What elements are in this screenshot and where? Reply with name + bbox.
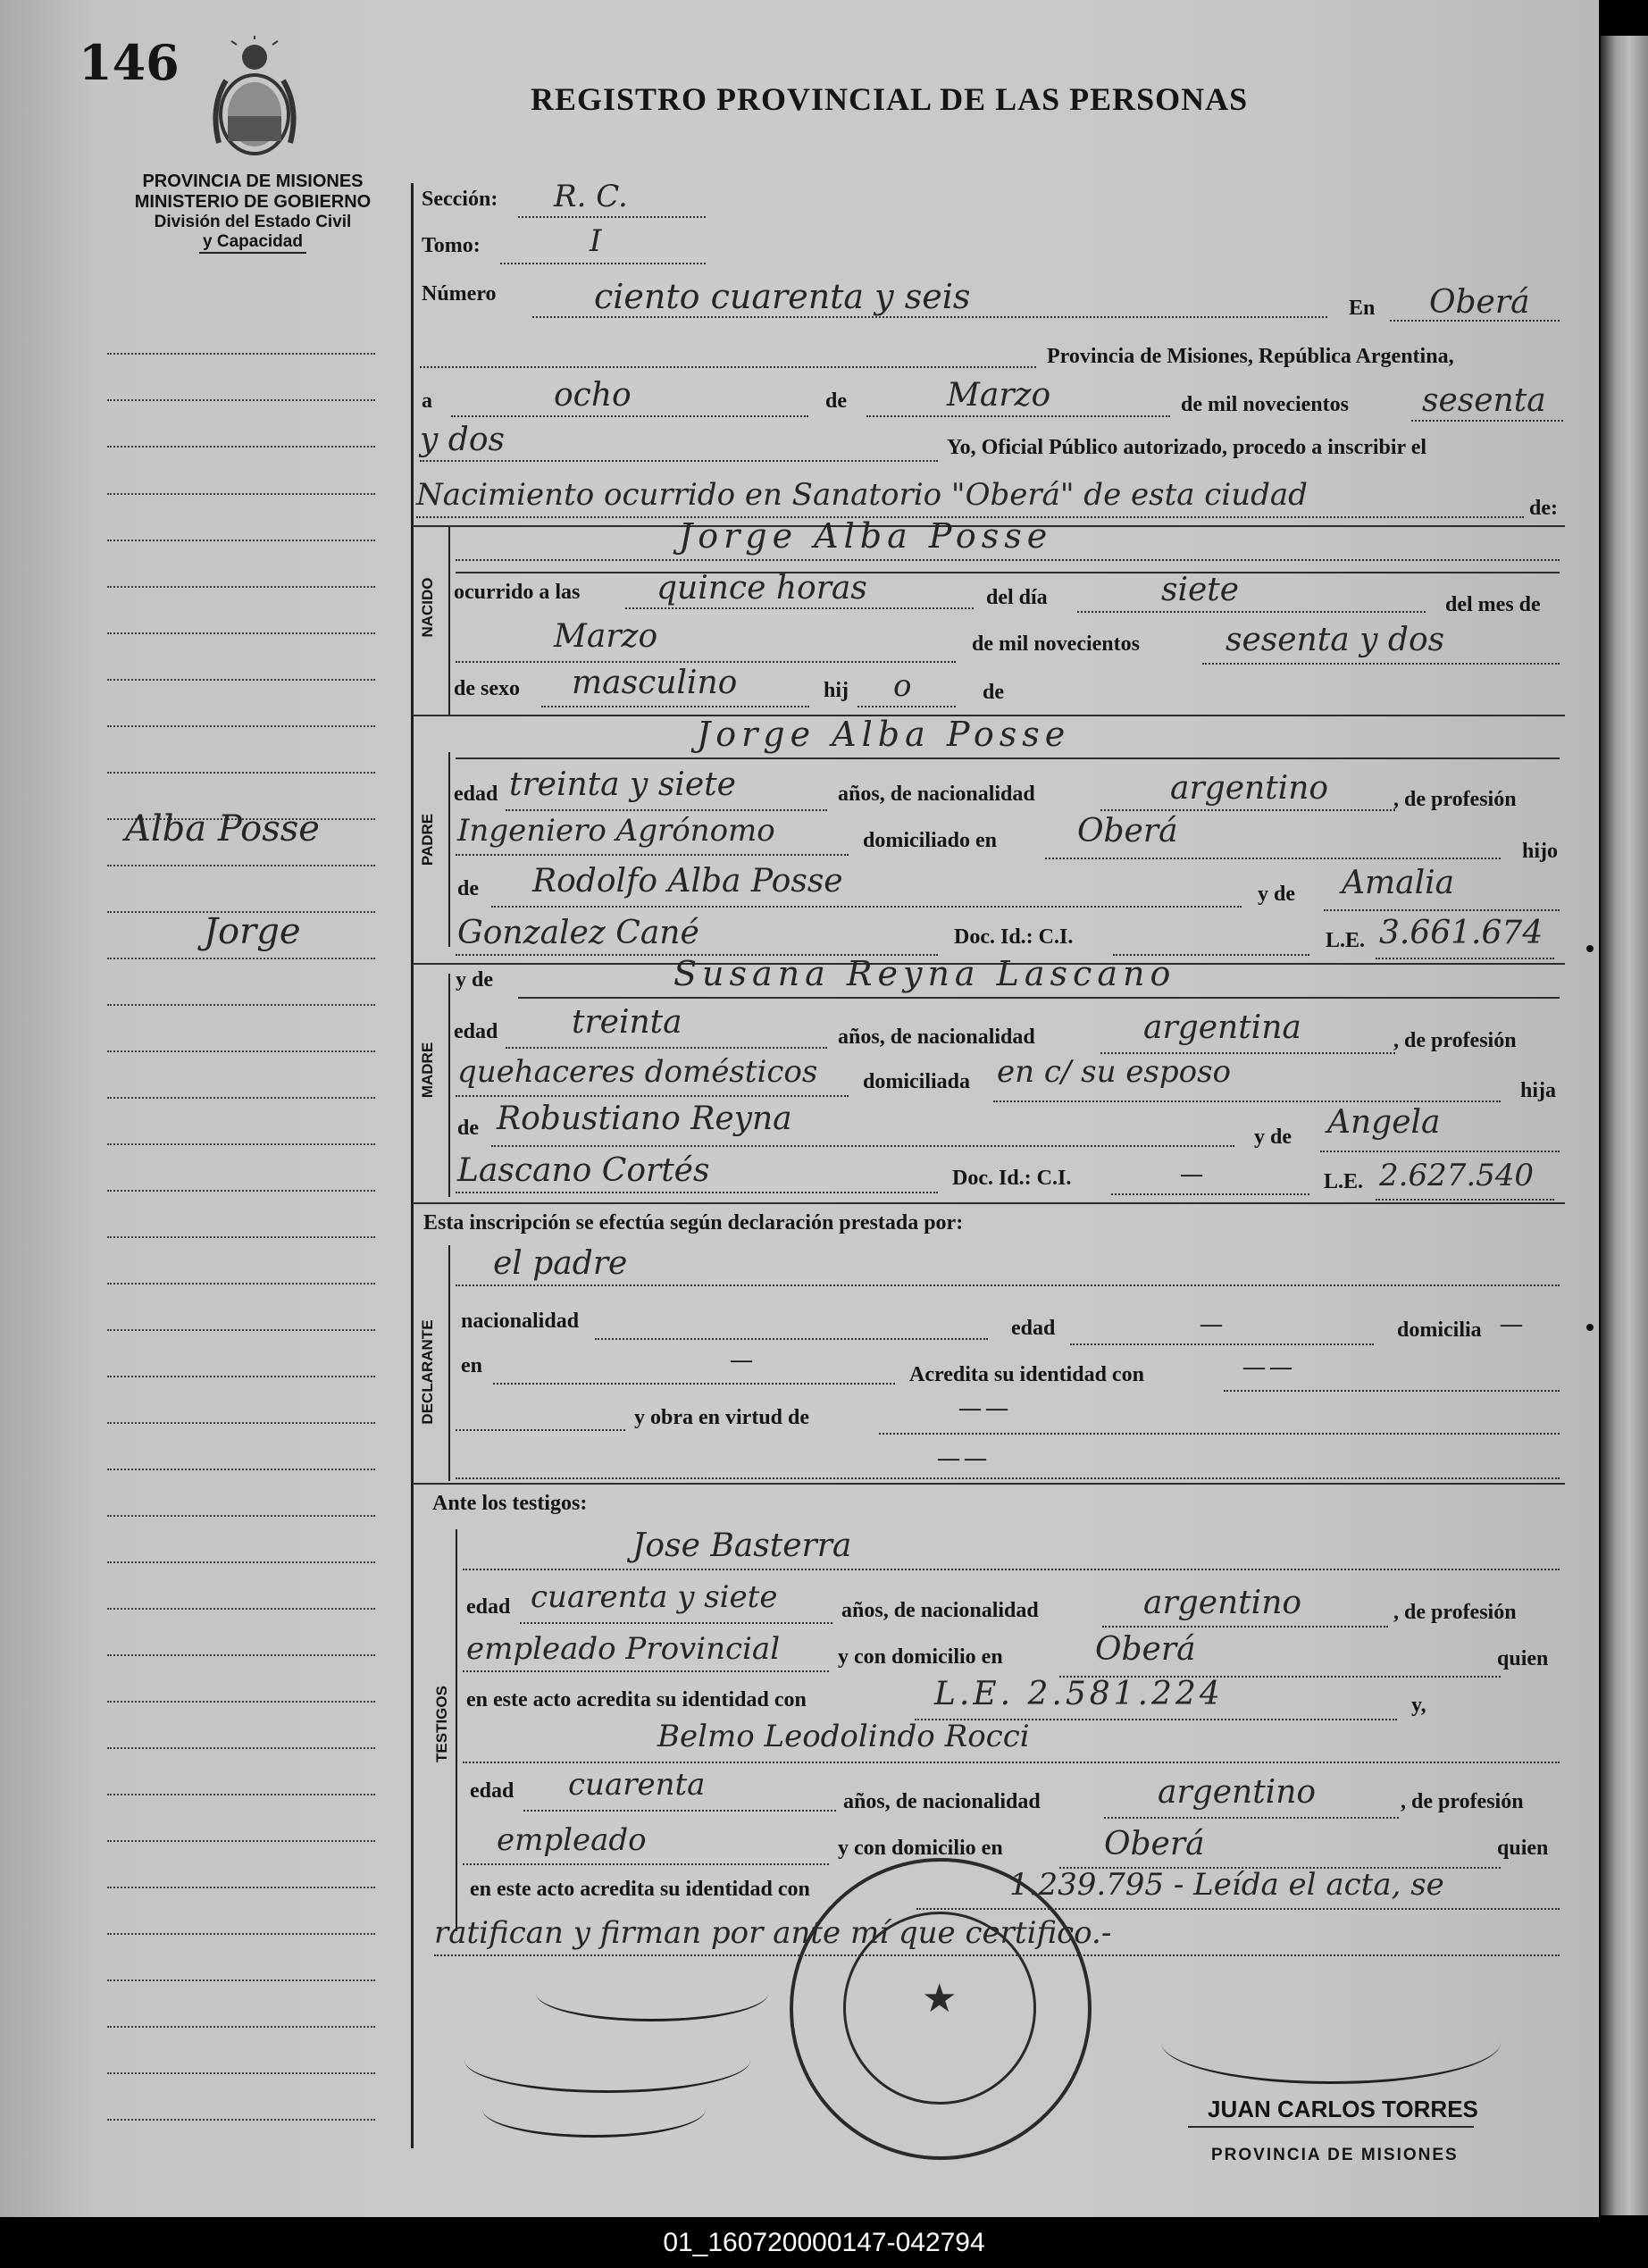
testigo2-prof-label: , de profesión [1401,1790,1524,1813]
madre-de-label: de [457,1117,479,1140]
hij-value: o [893,668,912,704]
tomo-dots [500,263,706,264]
nacido-side-label: NACIDO [419,577,436,638]
anio-cont-dots [420,460,938,462]
testigos-rule [456,1529,457,1931]
declarante-obra-value: — — [959,1397,1008,1420]
anio-nac-dots [1202,663,1560,665]
provincia-text: Provincia de Misiones, República Argentina, [1047,345,1454,368]
hora-dots [625,607,974,609]
declarante-edad-dots [1070,1343,1374,1345]
nacido-nombre-dots [456,559,1560,561]
testigo1-nac-label: años, de nacionalidad [841,1599,1039,1622]
testigo2-nombre: Belmo Leodolindo Rocci [657,1719,1030,1754]
madre-doc-value: — [1181,1163,1202,1186]
page-number: 146 [79,34,180,91]
padre-nac-label: años, de nacionalidad [838,783,1035,806]
madre-side-label: MADRE [419,1042,436,1099]
section-divider [413,1483,1565,1485]
hij-label: hij [824,679,849,702]
padre-prof-dots [456,854,849,856]
madre-yde2-label: y de [1254,1126,1292,1149]
declarante-extra-value: — — [938,1447,986,1470]
mes-nac-value: Marzo [554,618,658,655]
hij-dots [857,706,956,707]
testigo2-prof-dots [463,1863,829,1865]
declarante-edad-value: — [1200,1313,1222,1336]
hij-de-label: de [983,681,1004,704]
padre-padre-value: Rodolfo Alba Posse [532,863,843,900]
oficial-text: Yo, Oficial Público autorizado, procedo a inscribir el [947,436,1427,459]
a-label: a [422,389,432,413]
testigo2-prof-value: empleado [497,1822,647,1858]
numero-dots [532,316,1327,318]
padre-edad-value: treinta y siete [509,766,736,803]
numero-label: Número [422,282,497,305]
declarante-nac-label: nacionalidad [461,1310,580,1333]
declarante-side-label: DECLARANTE [419,1319,436,1425]
madre-le-dots [1376,1199,1554,1201]
padre-rule [448,752,450,947]
officer-signature [1161,2001,1501,2084]
hora-value: quince horas [657,570,867,607]
dia-dots [451,415,808,417]
anio-nac-label: de mil novecientos [972,632,1140,656]
testigo1-prof-dots [463,1670,829,1672]
next-page-edge [1601,36,1648,2215]
blank-dots [420,366,1036,368]
madre-padre-value: Robustiano Reyna [497,1101,792,1137]
mes-dots [866,415,1170,417]
testigo2-edad-label: edad [470,1779,514,1803]
padre-profesion: Ingeniero Agrónomo [457,813,775,849]
seccion-label: Sección: [422,188,498,211]
padre-underline [456,757,1560,759]
madre-underline [518,997,1560,999]
en-label: En [1349,297,1376,320]
madre-prof-dots [456,1095,849,1097]
padre-nombre: Jorge Alba Posse [697,715,1071,754]
testigo1-acr-label: en este acto acredita su identidad con [466,1688,807,1711]
declarante-nac-dots [595,1338,988,1340]
testigo1-prof-value: empleado Provincial [466,1631,781,1667]
declarante-edad-label: edad [1011,1317,1056,1340]
declarante-dom-value: — [1501,1313,1522,1336]
issuer-line: MINISTERIO DE GOBIERNO [134,192,372,212]
officer-province: PROVINCIA DE MISIONES [1211,2146,1459,2164]
testigo1-y-label: y, [1411,1694,1426,1717]
madre-prof-label: , de profesión [1393,1029,1517,1052]
testigo2-nac-label: años, de nacionalidad [843,1790,1041,1813]
padre-side-label: PADRE [419,813,436,866]
lugar-value: Oberá [1429,284,1530,321]
madre-yde-label: y de [456,968,493,992]
padre-madre-cont: Gonzalez Cané [457,915,699,951]
madre-nombre: Susana Reyna Lascano [673,954,1176,993]
testigos-intro: Ante los testigos: [432,1492,588,1515]
testigo2-doc-value: 1.239.795 - Leída el acta, se [1009,1867,1444,1903]
binding-dot-icon [1586,1324,1594,1331]
document-title: REGISTRO PROVINCIAL DE LAS PERSONAS [531,81,1249,117]
declarante-dom-label: domicilia [1397,1318,1482,1342]
de-colon: de: [1529,497,1558,520]
issuer-line: y Capacidad [199,232,306,254]
del-dia-label: del día [986,586,1048,609]
padre-nacionalidad: argentino [1170,770,1329,807]
seccion-dots [518,216,706,218]
binding-dot-icon [1586,945,1594,952]
sexo-value: masculino [572,665,738,701]
declarante-en-value: — [731,1349,752,1372]
testigo1-edad-label: edad [466,1595,511,1619]
declarante-en-dots [493,1383,895,1385]
testigo2-acr-label: en este acto acredita su identidad con [470,1878,810,1901]
madre-hija-label: hija [1520,1079,1557,1102]
testigo1-nombre: Jose Basterra [632,1527,852,1564]
seccion-value: R. C. [554,179,628,214]
madre-padre-dots [491,1145,1234,1147]
scan-footer: 01_160720000147-042794 [0,2217,1648,2268]
declarante-acredita-label: Acredita su identidad con [909,1363,1144,1386]
madre-rule [448,974,450,1197]
evento-value: Nacimiento ocurrido en Sanatorio "Oberá" de esta ciudad [416,477,1308,513]
nacido-underline [456,572,1560,573]
madre-madre-value: Angela [1327,1104,1441,1141]
sexo-dots [541,706,809,707]
testigo1-edad-dots [520,1622,832,1624]
padre-edad-dots [506,809,827,811]
padre-dom-dots [1045,858,1501,859]
issuer-block [105,172,400,254]
testigo1-nac-dots [1102,1626,1388,1628]
madre-nac-label: años, de nacionalidad [838,1025,1035,1049]
madre-le-label: L.E. [1324,1170,1364,1193]
sexo-label: de sexo [454,677,520,700]
dia-value: ocho [554,377,632,414]
testigo1-dom-label: y con domicilio en [838,1645,1003,1669]
anio-cont: y dos [420,422,505,458]
mes-nac-dots [456,661,956,663]
del-mes-label: del mes de [1445,593,1541,616]
dia-nac-value: siete [1161,572,1240,608]
numero-value: ciento cuarenta y seis [594,277,971,316]
padre-madre-value: Amalia [1342,865,1455,901]
testigos-side-label: TESTIGOS [433,1686,450,1762]
officer-name: JUAN CARLOS TORRES [1208,2096,1478,2122]
padre-edad-label: edad [454,783,498,806]
testigo1-nac-value: argentino [1143,1585,1302,1621]
madre-madre-dots [1320,1151,1560,1152]
testigo2-dom-value: Oberá [1104,1826,1205,1862]
section-divider [413,1202,1565,1204]
nacido-nombre: Jorge Alba Posse [679,516,1053,556]
madre-domicilio: en c/ su esposo [997,1054,1232,1090]
madre-nacionalidad: argentina [1143,1009,1301,1046]
margin-given-name: Jorge [204,911,301,952]
madre-madre-cont-dots [456,1192,938,1193]
padre-le-dots [1376,958,1554,959]
madre-profesion: quehaceres domésticos [457,1054,818,1090]
anio-nac-value: sesenta y dos [1226,622,1445,658]
madre-edad-label: edad [454,1020,498,1043]
madre-le-value: 2.627.540 [1379,1158,1535,1193]
ocurrido-label: ocurrido a las [454,581,581,604]
testigo1-prof-label: , de profesión [1393,1601,1517,1624]
declarante-nombre-dots [456,1285,1560,1286]
testigo2-dom-label: y con domicilio en [838,1837,1003,1860]
declarante-intro: Esta inscripción se efectúa según declaración prestada por: [423,1211,964,1234]
issuer-line: PROVINCIA DE MISIONES [142,172,364,191]
witness-signature [536,1965,768,2021]
padre-dom-label: domiciliado en [863,829,998,852]
testigo2-nac-value: argentino [1158,1774,1317,1811]
madre-madre-cont: Lascano Cortés [457,1152,710,1189]
madre-dom-dots [993,1101,1501,1102]
testigo2-nombre-dots [463,1762,1560,1763]
padre-le-label: L.E. [1326,929,1366,952]
padre-hijo-label: hijo [1522,840,1559,863]
declarante-acredita-dots [1224,1390,1560,1392]
tomo-label: Tomo: [422,234,481,257]
issuer-line: División del Estado Civil [154,213,352,231]
madre-dom-label: domiciliada [863,1070,971,1093]
testigo1-nombre-dots [463,1569,1560,1570]
tomo-value: I [590,223,602,259]
madre-edad-value: treinta [572,1004,682,1041]
madre-edad-dots [506,1047,827,1049]
officer-rule [1188,2126,1474,2128]
madre-doc-dots [1111,1193,1309,1195]
declarante-obra-dots [879,1433,1560,1435]
main-left-rule [411,183,414,2148]
declarante-en-label: en [461,1354,482,1377]
margin-surname: Alba Posse [125,808,320,849]
padre-domicilio: Oberá [1077,813,1178,849]
testigo1-dom-value: Oberá [1095,1631,1196,1668]
anio-dots [1411,420,1563,422]
dia-nac-dots [1077,611,1426,613]
declarante-nombre: el padre [493,1245,628,1282]
seal-star-icon: ★ [922,1977,958,2021]
padre-yde-label: y de [1258,883,1295,906]
padre-padre-dots [491,906,1242,908]
padre-de-label: de [457,877,479,900]
de-label: de [825,389,847,413]
declarante-extra-dots [456,1477,1560,1479]
madre-doc-label: Doc. Id.: C.I. [952,1167,1072,1190]
testigo2-quien-label: quien [1497,1837,1549,1860]
declarante-acredita-value: — — [1243,1356,1292,1379]
testigo1-edad-value: cuarenta y siete [531,1579,778,1615]
padre-doc-label: Doc. Id.: C.I. [954,925,1074,949]
mes-value: Marzo [947,377,1051,414]
testigo2-nac-dots [1104,1817,1399,1819]
padre-prof-label: , de profesión [1393,788,1517,811]
testigo1-quien-label: quien [1497,1647,1549,1670]
cierre-text: ratifican y firman por ante mí que certifico.- [434,1915,1112,1951]
declarant-signature [482,2081,706,2138]
nacido-rule [448,527,450,715]
padre-madre-dots [1324,909,1560,911]
padre-nac-dots [1100,809,1395,811]
declarante-blank-dots [456,1429,625,1431]
testigo2-edad-value: cuarenta [568,1767,706,1803]
declarante-obra-label: y obra en virtud de [634,1406,810,1429]
coat-of-arms-icon [201,36,308,161]
anio-label: de mil novecientos [1181,393,1349,416]
declarante-rule [448,1245,450,1481]
testigo1-doc-value: L.E. 2.581.224 [934,1676,1224,1712]
padre-le-value: 3.661.674 [1379,915,1543,951]
anio-value: sesenta [1422,382,1546,419]
testigo2-edad-dots [523,1810,836,1812]
